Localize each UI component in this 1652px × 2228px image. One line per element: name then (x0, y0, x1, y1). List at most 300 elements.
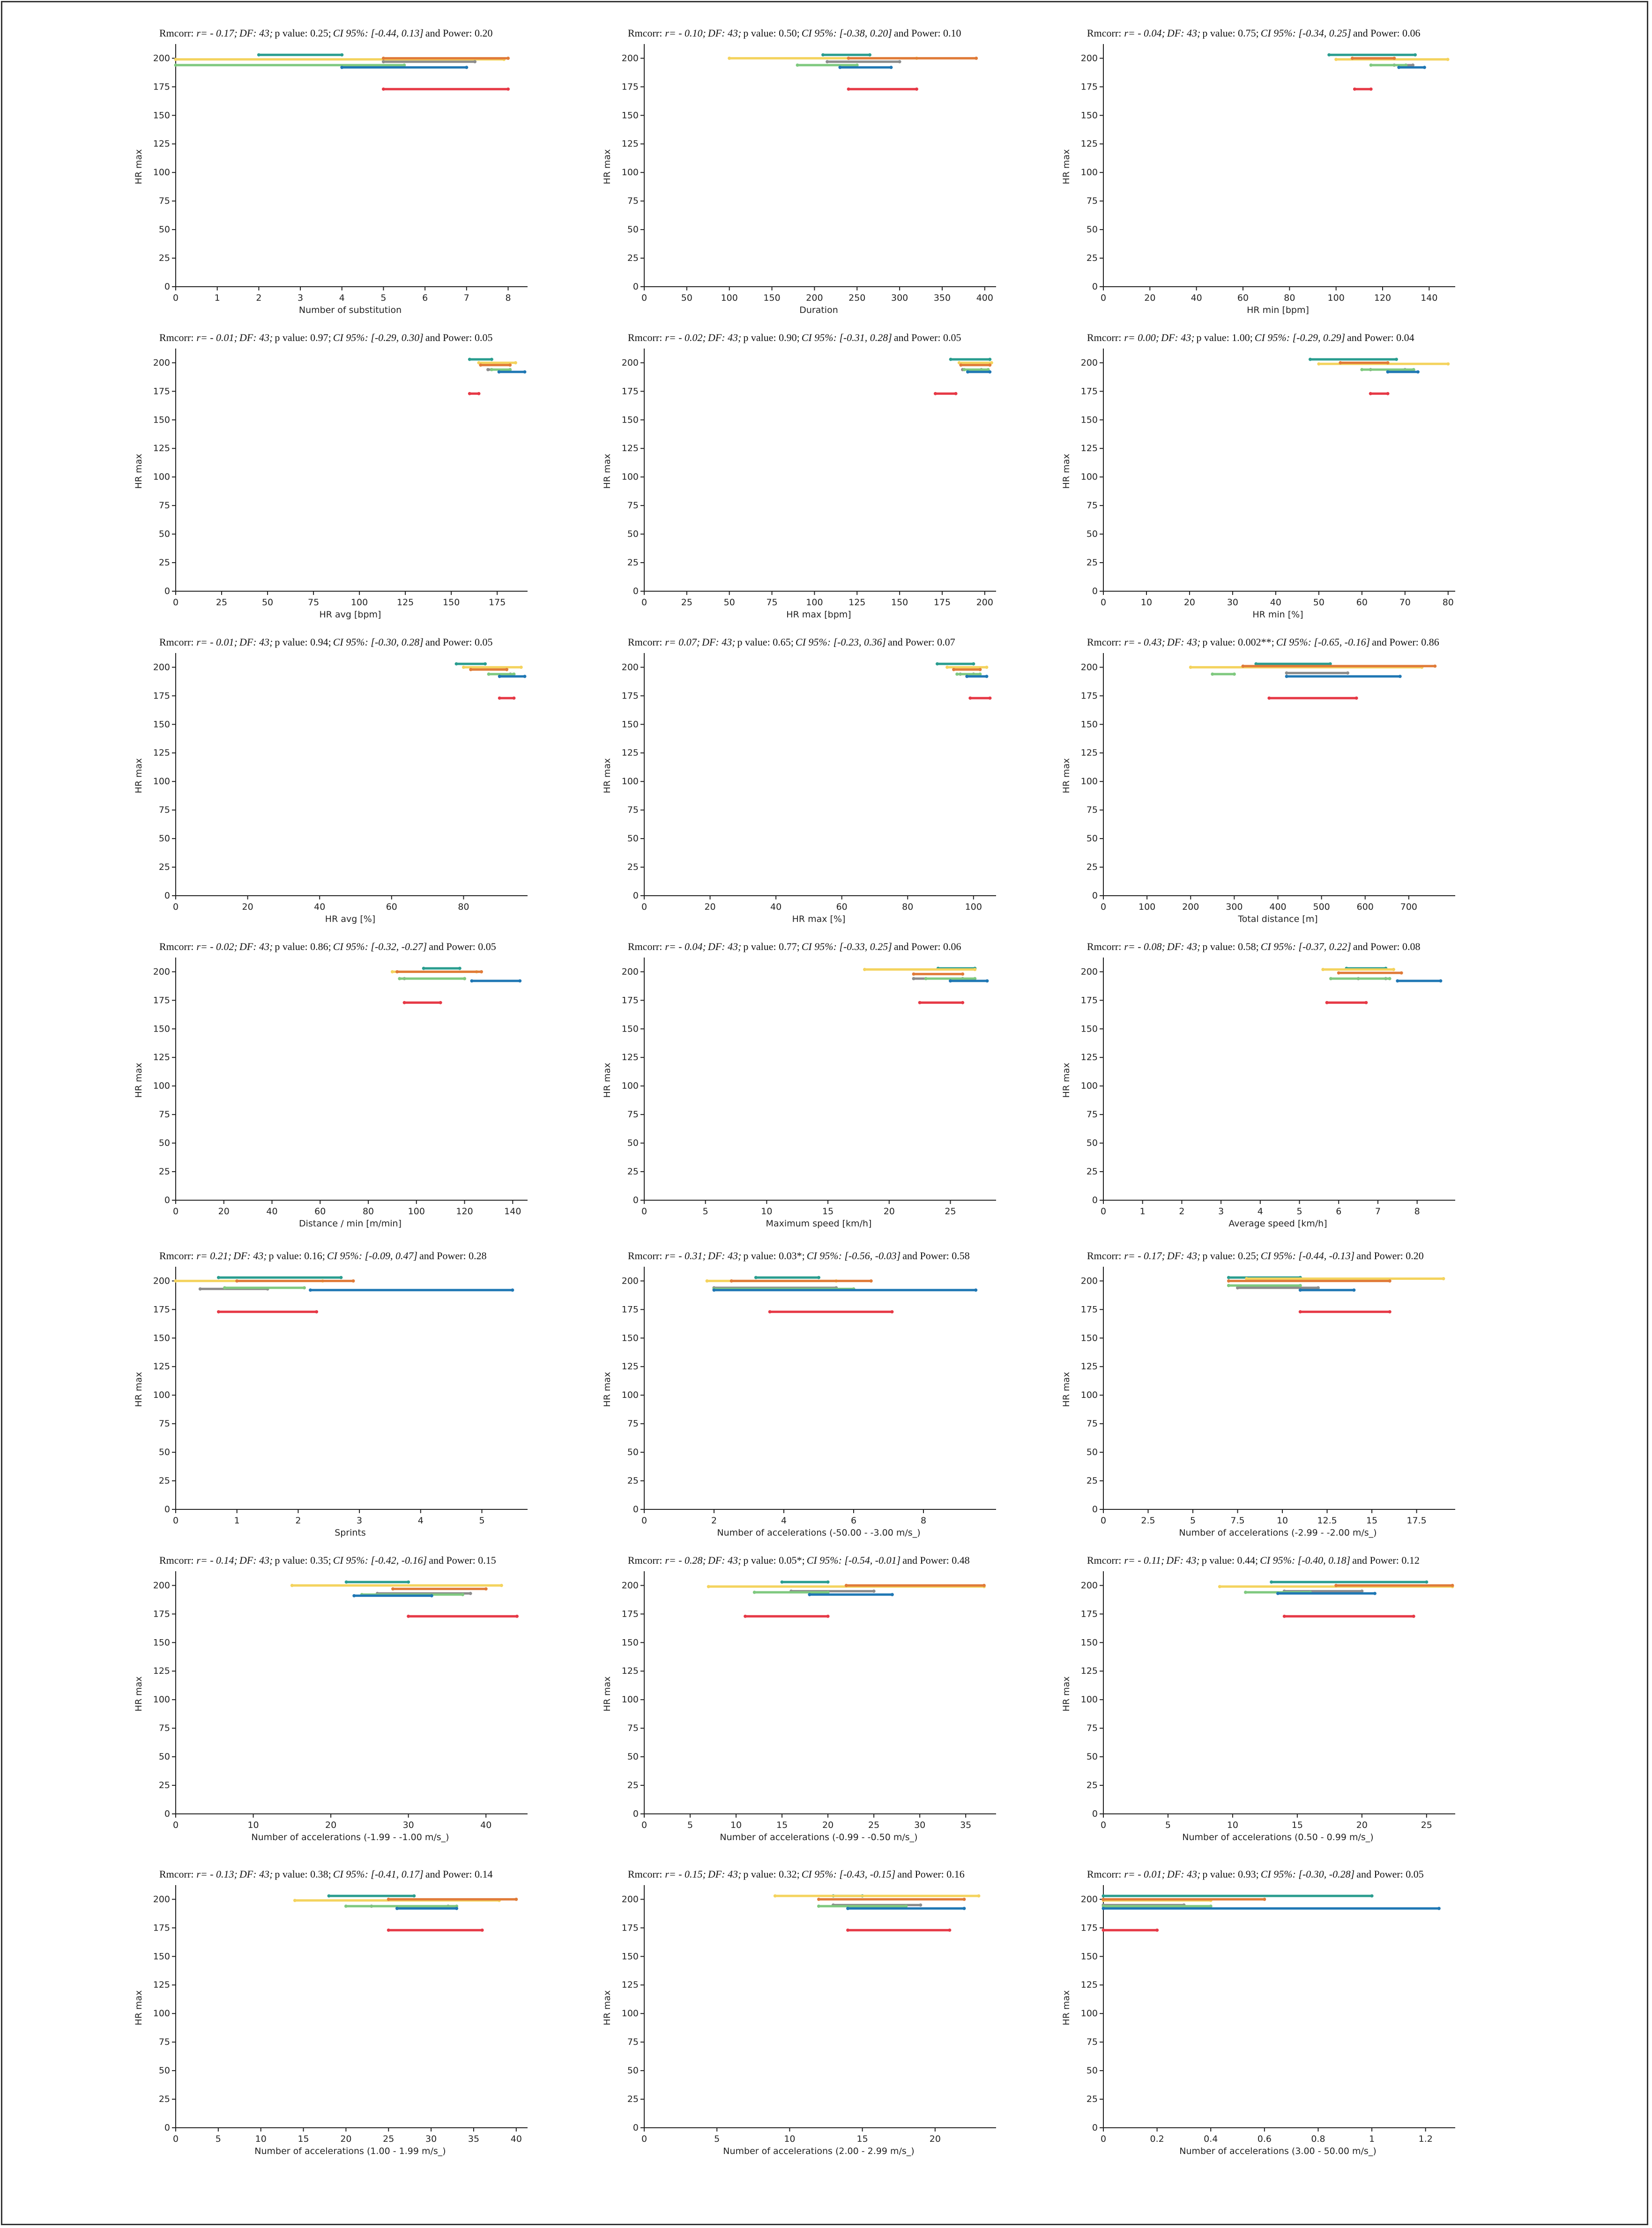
x-axis-label: HR avg [bpm] (319, 609, 381, 620)
y-axis-label: HR max (134, 1372, 144, 1407)
chart-stat: r= - 0.14; (196, 1554, 238, 1566)
x-tick-label: 100 (721, 293, 738, 303)
series-point (707, 1585, 710, 1588)
chart-stat: CI 95%: [-0.42, -0.16] (333, 1554, 427, 1566)
y-tick-label: 150 (1080, 110, 1098, 121)
chart-stat: DF: 43; (239, 941, 273, 952)
y-tick-label: 50 (1086, 1138, 1098, 1149)
series-point (1369, 64, 1373, 67)
series-point (863, 968, 866, 971)
series-point (1102, 1898, 1105, 1901)
x-tick-label: 60 (314, 1206, 326, 1217)
series-point (988, 697, 991, 700)
x-axis-label: Total distance [m] (1238, 914, 1318, 924)
x-tick-label: 0 (172, 2134, 179, 2144)
x-tick-label: 350 (933, 293, 951, 303)
series-point (838, 66, 841, 69)
y-tick-label: 75 (627, 1109, 639, 1120)
y-tick-label: 25 (158, 1476, 170, 1486)
chart-panel (134, 331, 647, 635)
chart-stat: CI 95%: [-0.23, 0.36] (795, 636, 886, 648)
chart-svg (134, 348, 647, 635)
chart-stat: r= - 0.01; (196, 636, 238, 648)
x-axis-label: Maximum speed [km/h] (766, 1218, 872, 1229)
chart-stat: p value: 1.00; (1196, 332, 1253, 343)
y-tick-label: 100 (153, 776, 170, 787)
series-point (826, 60, 829, 63)
y-tick-label: 125 (1080, 1052, 1098, 1063)
x-tick-label: 60 (836, 902, 848, 912)
x-tick-label: 0 (1100, 902, 1107, 912)
series-point (753, 1591, 756, 1594)
x-tick-label: 6 (1336, 1206, 1342, 1217)
chart-stat: DF: 43; (702, 636, 736, 648)
series-point (340, 66, 343, 69)
y-tick-label: 50 (158, 1447, 170, 1458)
x-tick-label: 1.2 (1418, 2134, 1433, 2144)
chart-title-label: Rmcorr: (628, 941, 662, 952)
chart-stat: r= - 0.13; (196, 1868, 238, 1880)
series-point (290, 1584, 294, 1587)
y-tick-label: 100 (153, 167, 170, 178)
series-point (217, 1310, 220, 1314)
series-point (1299, 1310, 1302, 1314)
chart-stat: and Power: 0.05 (425, 636, 493, 648)
series-point (889, 66, 893, 69)
series-point (965, 675, 968, 678)
series-point (506, 57, 510, 60)
chart-title-label: Rmcorr: (159, 1250, 194, 1262)
series-point (954, 392, 958, 395)
x-tick-label: 20 (883, 1206, 895, 1217)
series-point (952, 668, 955, 671)
series-point (870, 1279, 873, 1283)
y-tick-label: 0 (164, 891, 170, 901)
y-tick-label: 75 (158, 805, 170, 816)
y-tick-label: 0 (1092, 2123, 1098, 2133)
chart-stat: CI 95%: [-0.33, 0.25] (801, 941, 892, 952)
y-tick-label: 100 (1080, 167, 1098, 178)
chart-title (628, 941, 1115, 953)
y-axis-label: HR max (602, 149, 612, 185)
series-point (988, 370, 991, 373)
x-tick-label: 10 (784, 2134, 796, 2144)
chart-title (159, 1554, 647, 1567)
y-tick-label: 0 (1092, 891, 1098, 901)
chart-title (1087, 1250, 1574, 1262)
series-point (498, 697, 501, 700)
chart-stat: and Power: 0.07 (888, 636, 955, 648)
series-point (985, 666, 988, 669)
series-point (754, 1276, 758, 1279)
series-point (340, 53, 343, 57)
series-point (458, 967, 461, 970)
y-tick-label: 175 (1080, 691, 1098, 701)
y-tick-label: 50 (158, 833, 170, 844)
chart-stat: CI 95%: [-0.31, 0.28] (801, 332, 892, 343)
y-tick-label: 200 (621, 53, 639, 64)
series-point (1416, 370, 1420, 373)
x-tick-label: 500 (1313, 902, 1330, 912)
x-tick-label: 6 (422, 293, 428, 303)
y-tick-label: 150 (621, 1024, 639, 1034)
series-point (982, 1584, 986, 1587)
chart-panel (134, 940, 647, 1244)
y-tick-label: 125 (153, 748, 170, 758)
y-tick-label: 100 (621, 167, 639, 178)
x-tick-label: 0 (641, 2134, 647, 2144)
x-tick-label: 150 (443, 597, 460, 608)
series-point (505, 668, 508, 671)
series-point (403, 1001, 406, 1004)
y-tick-label: 175 (621, 1923, 639, 1933)
y-tick-label: 50 (158, 224, 170, 235)
y-tick-label: 25 (627, 253, 639, 264)
y-axis-label: HR max (602, 758, 612, 794)
chart-svg (134, 43, 647, 331)
x-tick-label: 4 (417, 1515, 424, 1526)
x-axis-label: HR avg [%] (325, 914, 376, 924)
x-tick-label: 0 (641, 597, 647, 608)
series-point (498, 370, 501, 373)
series-point (713, 1288, 716, 1292)
series-point (847, 88, 850, 91)
chart-stat: r= - 0.31; (665, 1250, 706, 1262)
chart-stat: DF: 43; (1167, 1868, 1201, 1880)
series-point (781, 1581, 784, 1584)
chart-stat: and Power: 0.05 (1356, 1868, 1424, 1880)
series-point (966, 370, 969, 373)
y-axis-label: HR max (134, 1676, 144, 1712)
chart-stat: DF: 43; (239, 27, 273, 39)
series-point (988, 358, 991, 361)
y-tick-label: 150 (153, 719, 170, 730)
series-point (303, 1286, 306, 1290)
y-tick-label: 75 (1086, 1109, 1098, 1120)
y-tick-label: 25 (158, 2094, 170, 2105)
series-point (706, 1279, 709, 1283)
chart-svg (134, 652, 647, 940)
chart-stat: r= - 0.15; (665, 1868, 706, 1880)
series-point (1425, 1581, 1428, 1584)
x-tick-label: 400 (1269, 902, 1287, 912)
x-tick-label: 50 (723, 597, 735, 608)
y-tick-label: 0 (633, 1195, 639, 1205)
chart-stat: DF: 43; (707, 27, 742, 39)
chart-stat: and Power: 0.05 (425, 332, 493, 343)
y-tick-label: 0 (1092, 1504, 1098, 1515)
x-axis-label: Number of accelerations (1.00 - 1.99 m/s_) (254, 2146, 446, 2156)
x-tick-label: 120 (1374, 293, 1392, 303)
y-tick-label: 175 (153, 1923, 170, 1933)
y-tick-label: 50 (158, 1138, 170, 1149)
x-tick-label: 20 (242, 902, 253, 912)
y-tick-label: 25 (158, 253, 170, 264)
x-tick-label: 40 (480, 1820, 492, 1830)
series-point (344, 1905, 348, 1908)
series-point (1283, 1615, 1286, 1618)
chart-stat: p value: 0.77; (743, 941, 800, 952)
y-tick-label: 50 (627, 2065, 639, 2076)
chart-stat: CI 95%: [-0.40, 0.18] (1260, 1554, 1351, 1566)
y-tick-label: 175 (1080, 1609, 1098, 1619)
chart-stat: r= - 0.04; (1124, 27, 1165, 39)
chart-title-label: Rmcorr: (1087, 1250, 1122, 1262)
y-tick-label: 25 (627, 862, 639, 873)
x-tick-label: 30 (1227, 597, 1239, 608)
x-tick-label: 10 (730, 1820, 742, 1830)
chart-title-label: Rmcorr: (628, 1250, 662, 1262)
y-tick-label: 25 (627, 557, 639, 568)
y-tick-label: 50 (627, 1447, 639, 1458)
x-tick-label: 10 (1140, 597, 1153, 608)
x-tick-label: 20 (218, 1206, 230, 1217)
series-point (468, 392, 471, 395)
y-tick-label: 25 (1086, 1166, 1098, 1177)
x-tick-label: 200 (976, 597, 993, 608)
x-tick-label: 0 (172, 293, 179, 303)
series-point (199, 1287, 202, 1291)
y-tick-label: 0 (633, 282, 639, 292)
y-tick-label: 75 (627, 805, 639, 816)
chart-title (628, 27, 1115, 39)
y-tick-label: 75 (1086, 1723, 1098, 1734)
x-tick-label: 80 (458, 902, 469, 912)
x-axis-label: Distance / min [m/min] (299, 1218, 402, 1229)
chart-panel (602, 26, 1115, 331)
series-point (1242, 664, 1245, 668)
x-tick-label: 100 (350, 597, 368, 608)
series-point (962, 1898, 966, 1901)
series-point (919, 1903, 922, 1907)
y-tick-label: 125 (1080, 443, 1098, 454)
y-tick-label: 200 (153, 53, 170, 64)
y-tick-label: 100 (621, 1694, 639, 1705)
y-axis-label: HR max (1061, 1372, 1072, 1407)
series-point (1155, 1929, 1159, 1932)
chart-stat: p value: 0.16; (268, 1250, 325, 1262)
series-point (847, 57, 850, 60)
series-point (934, 392, 937, 395)
y-tick-label: 125 (153, 443, 170, 454)
chart-title (1087, 1554, 1574, 1567)
chart-stat: and Power: 0.04 (1347, 332, 1414, 343)
x-tick-label: 35 (468, 2134, 480, 2144)
series-point (972, 662, 975, 666)
series-point (1439, 979, 1442, 982)
chart-stat: r= - 0.08; (1124, 941, 1165, 952)
chart-panel (1061, 1553, 1574, 1858)
y-tick-label: 150 (1080, 1024, 1098, 1034)
series-point (936, 662, 939, 666)
chart-stat: and Power: 0.12 (1352, 1554, 1420, 1566)
x-tick-label: 20 (1356, 1820, 1368, 1830)
series-point (945, 666, 949, 669)
y-tick-label: 200 (153, 1580, 170, 1591)
chart-stat: r= - 0.10; (665, 27, 706, 39)
series-point (821, 53, 825, 57)
y-tick-label: 50 (1086, 1447, 1098, 1458)
x-tick-label: 30 (402, 1820, 414, 1830)
x-tick-label: 0.6 (1257, 2134, 1272, 2144)
series-point (1386, 392, 1390, 395)
series-point (817, 1905, 820, 1908)
y-tick-label: 200 (1080, 662, 1098, 673)
chart-title-label: Rmcorr: (628, 636, 662, 648)
series-point (796, 64, 799, 67)
x-tick-label: 100 (965, 902, 982, 912)
y-tick-label: 200 (621, 662, 639, 673)
x-tick-label: 7 (463, 293, 469, 303)
chart-stat: and Power: 0.06 (1353, 27, 1421, 39)
x-tick-label: 700 (1400, 902, 1418, 912)
chart-stat: r= - 0.02; (196, 941, 238, 952)
x-tick-label: 0 (641, 1820, 647, 1830)
x-tick-label: 7 (1375, 1206, 1381, 1217)
chart-stat: and Power: 0.08 (1353, 941, 1421, 952)
x-tick-label: 0 (1100, 1820, 1107, 1830)
chart-stat: and Power: 0.20 (1356, 1250, 1424, 1262)
x-tick-label: 5 (702, 1206, 708, 1217)
y-tick-label: 100 (1080, 776, 1098, 787)
x-tick-label: 150 (763, 293, 781, 303)
y-tick-label: 100 (621, 776, 639, 787)
series-point (407, 1615, 410, 1618)
y-tick-label: 200 (621, 1894, 639, 1905)
chart-panel (134, 635, 647, 940)
x-tick-label: 40 (266, 1206, 278, 1217)
x-tick-label: 0 (172, 597, 179, 608)
chart-stat: CI 95%: [-0.32, -0.27] (333, 941, 427, 952)
series-point (470, 979, 473, 982)
y-tick-label: 100 (153, 1081, 170, 1092)
x-tick-label: 0.4 (1204, 2134, 1218, 2144)
y-tick-label: 25 (1086, 1476, 1098, 1486)
y-tick-label: 125 (153, 1052, 170, 1063)
series-point (985, 675, 988, 678)
y-tick-label: 125 (153, 1666, 170, 1677)
chart-svg (134, 957, 647, 1244)
series-point (1442, 1277, 1445, 1280)
chart-stat: CI 95%: [-0.09, 0.47] (327, 1250, 418, 1262)
chart-stat: r= - 0.01; (1124, 1868, 1165, 1880)
x-tick-label: 2 (711, 1515, 717, 1526)
series-point (1386, 361, 1390, 364)
x-tick-label: 15 (856, 2134, 868, 2144)
x-tick-label: 15 (1291, 1820, 1303, 1830)
chart-stat: p value: 0.44; (1201, 1554, 1258, 1566)
chart-title (628, 1250, 1115, 1262)
x-tick-label: 100 (806, 597, 823, 608)
x-tick-label: 60 (386, 902, 397, 912)
series-point (949, 979, 952, 982)
series-point (915, 88, 918, 91)
chart-stat: r= - 0.02; (665, 332, 706, 343)
series-point (174, 64, 178, 67)
x-axis-label: Duration (799, 305, 838, 315)
chart-stat: and Power: 0.14 (425, 1868, 493, 1880)
y-tick-label: 175 (153, 1304, 170, 1315)
series-point (1218, 1585, 1221, 1588)
series-point (490, 358, 493, 361)
y-tick-label: 125 (621, 1052, 639, 1063)
chart-title-label: Rmcorr: (1087, 27, 1122, 39)
series-point (918, 1001, 922, 1004)
series-point (963, 368, 966, 371)
series-point (412, 1894, 416, 1898)
y-tick-label: 50 (627, 224, 639, 235)
series-point (217, 1276, 220, 1279)
y-tick-label: 150 (1080, 1951, 1098, 1962)
x-tick-label: 0.8 (1311, 2134, 1325, 2144)
series-point (382, 60, 385, 63)
series-point (515, 1615, 519, 1618)
x-tick-label: 4 (781, 1515, 787, 1526)
chart-stat: p value: 0.50; (743, 27, 800, 39)
y-tick-label: 100 (1080, 2008, 1098, 2019)
chart-stat: DF: 43; (707, 1250, 742, 1262)
chart-stat: CI 95%: [-0.38, 0.20] (801, 27, 892, 39)
y-tick-label: 125 (1080, 1666, 1098, 1677)
x-tick-label: 4 (339, 293, 345, 303)
chart-stat: CI 95%: [-0.44, 0.13] (333, 27, 424, 39)
y-tick-label: 150 (153, 1024, 170, 1034)
y-tick-label: 175 (621, 995, 639, 1006)
y-tick-label: 150 (621, 719, 639, 730)
x-tick-label: 20 (325, 1820, 337, 1830)
chart-stat: DF: 43; (707, 941, 742, 952)
y-tick-label: 150 (153, 1951, 170, 1962)
y-tick-label: 75 (627, 1723, 639, 1734)
series-point (481, 1929, 484, 1932)
y-tick-label: 75 (158, 1723, 170, 1734)
chart-stat: CI 95%: [-0.65, -0.16] (1276, 636, 1370, 648)
chart-svg (602, 1884, 1115, 2172)
y-tick-label: 175 (153, 1609, 170, 1619)
chart-stat: r= - 0.17; (1124, 1250, 1165, 1262)
y-tick-label: 175 (1080, 386, 1098, 397)
chart-stat: and Power: 0.05 (429, 941, 496, 952)
x-axis-label: Sprints (335, 1528, 366, 1538)
x-tick-label: 40 (1191, 293, 1202, 303)
series-point (1227, 1276, 1230, 1279)
y-tick-label: 25 (1086, 253, 1098, 264)
chart-stat: and Power: 0.06 (893, 941, 961, 952)
series-point (1211, 673, 1214, 676)
chart-title-label: Rmcorr: (159, 27, 194, 39)
chart-title (159, 1868, 647, 1880)
series-point (477, 392, 480, 395)
y-tick-label: 75 (158, 1109, 170, 1120)
series-point (1270, 1581, 1273, 1584)
x-tick-label: 0 (172, 902, 179, 912)
series-point (1285, 671, 1288, 675)
y-tick-label: 50 (1086, 2065, 1098, 2076)
series-point (1329, 977, 1332, 980)
chart-stat: p value: 0.38; (275, 1868, 331, 1880)
x-tick-label: 2.5 (1141, 1515, 1155, 1526)
x-tick-label: 300 (1226, 902, 1243, 912)
y-tick-label: 200 (621, 1580, 639, 1591)
y-tick-label: 0 (633, 891, 639, 901)
series-point (1400, 971, 1403, 974)
series-point (975, 57, 978, 60)
y-tick-label: 150 (153, 110, 170, 121)
series-point (257, 53, 260, 57)
series-point (1370, 1894, 1374, 1898)
series-point (1386, 370, 1390, 373)
series-point (1325, 1001, 1329, 1004)
